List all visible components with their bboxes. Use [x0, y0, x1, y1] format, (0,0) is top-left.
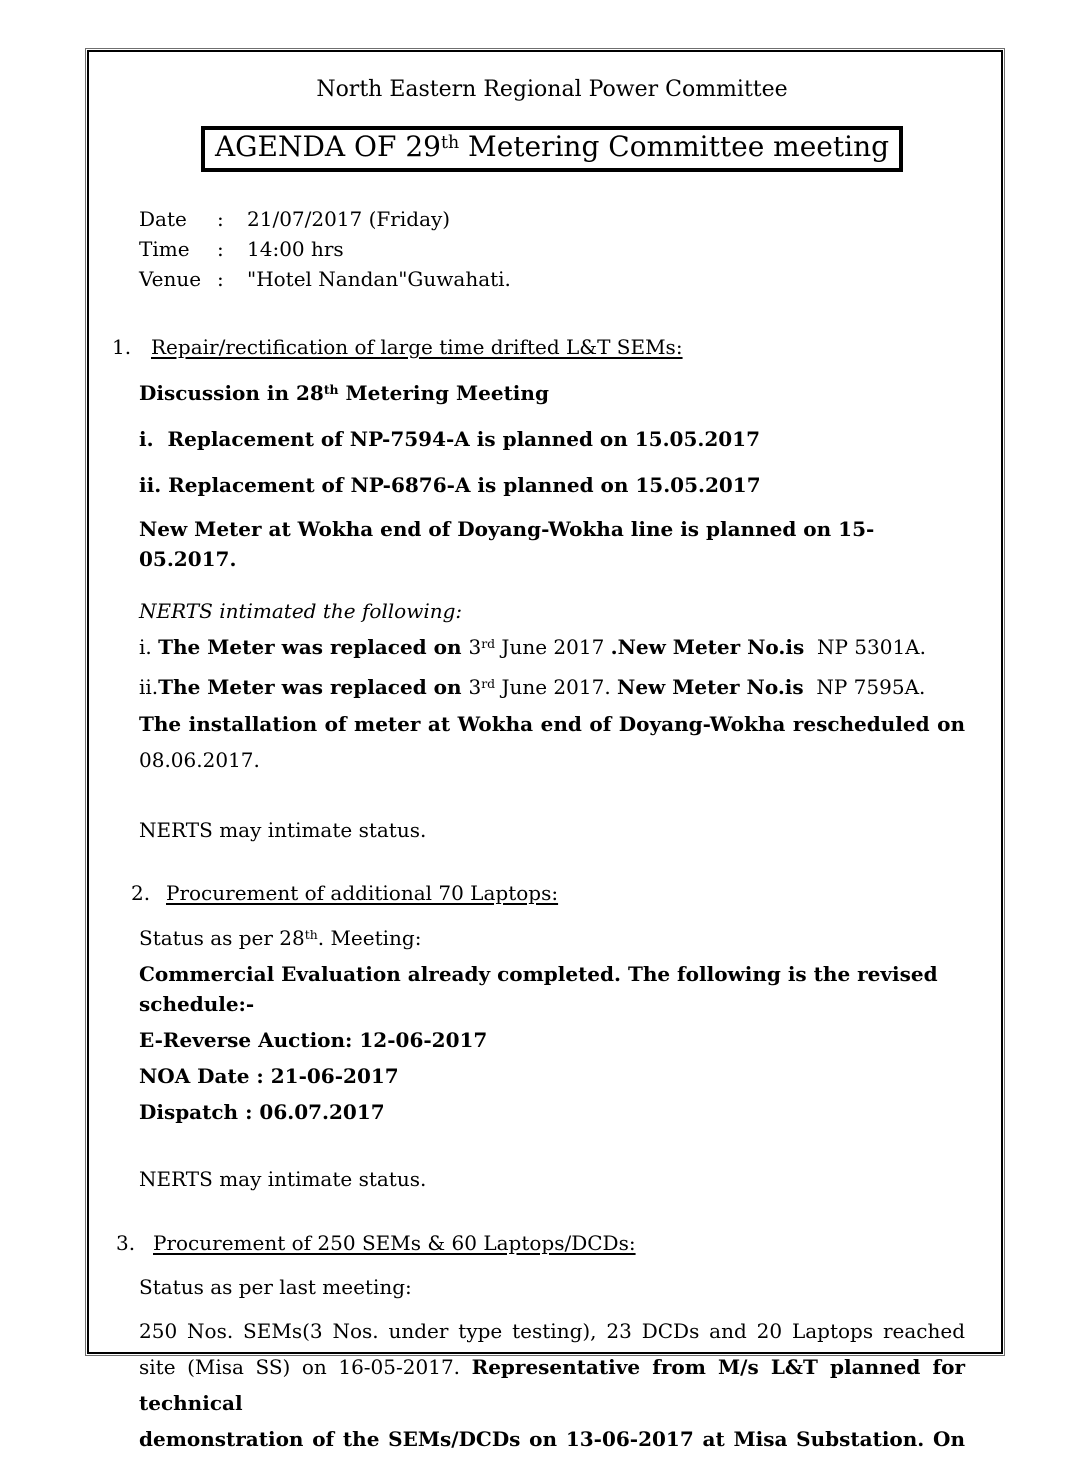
paragraph-line-2-bold: Representative from M/s L&T planned for technical [139, 1355, 965, 1415]
paragraph-line-2 [139, 1349, 965, 1421]
time-label: Time [139, 237, 190, 261]
date-colon: : [217, 207, 224, 231]
status-as-per-superscript: th [304, 927, 318, 943]
dispatch-line: Dispatch : 06.07.2017 [139, 1100, 385, 1124]
agenda-title-superscript: th [440, 133, 460, 154]
reply-ii-bold-2: New Meter No.is [617, 675, 804, 699]
document-page [87, 50, 1003, 1451]
commercial-evaluation-line: Commercial Evaluation already completed. The following is the revised schedule:- [139, 962, 938, 1016]
meeting-meta [139, 204, 965, 294]
agenda-title-box [201, 126, 903, 172]
section-1-new-meter-line: New Meter at Wokha end of Doyang-Wokha line is planned on 15-05.2017. [139, 517, 875, 571]
status-as-per-text: Status as per 28 [139, 926, 305, 950]
paragraph-line-2-normal: site (Misa SS) on 16-05-2017. [139, 1355, 472, 1379]
paragraph-line-3: demonstration of the SEMs/DCDs on 13-06-2017 at Misa Substation. On [139, 1427, 965, 1451]
reply-i-date-text: June 2017 [495, 635, 611, 659]
reply-ii-date-text: June 2017. [495, 675, 618, 699]
agenda-title-text: AGENDA OF 29 [214, 130, 441, 163]
reply-ii-superscript: rd [481, 676, 496, 692]
section-2-heading [131, 880, 965, 906]
reply-i-meter-number: NP 5301A. [804, 635, 926, 659]
meta-row-time [139, 234, 965, 264]
reply-i-bold-1: The Meter was replaced on [158, 635, 469, 659]
section-1-item-ii: ii. Replacement of NP-6876-A is planned on 15.05.2017 [139, 473, 761, 497]
reply-i-bold-2: .New Meter No.is [610, 635, 805, 659]
discussion-superscript: th [323, 382, 339, 398]
section-3-number: 3. [116, 1231, 136, 1255]
section-3-heading [116, 1230, 965, 1256]
noa-date-line: NOA Date : 21-06-2017 [139, 1064, 399, 1088]
section-2-status-line: NERTS may intimate status. [139, 1167, 427, 1191]
venue-colon: : [217, 267, 224, 291]
agenda-title-text-tail: Metering Committee meeting [459, 130, 890, 163]
agenda-title-wrap [139, 126, 965, 172]
section-2-number: 2. [131, 881, 151, 905]
organization-title: North Eastern Regional Power Committee [316, 77, 788, 102]
section-1-number: 1. [112, 335, 132, 359]
reply-i-superscript: rd [481, 636, 496, 652]
e-reverse-auction-line: E-Reverse Auction: 12-06-2017 [139, 1028, 488, 1052]
section-2-title: Procurement of additional 70 Laptops: [166, 881, 559, 905]
section-2-status-as-per-line [139, 923, 965, 953]
section-1-status-line: NERTS may intimate status. [139, 818, 427, 842]
section-1-title: Repair/rectification of large time drifted L&T SEMs: [151, 335, 683, 359]
paragraph-line-1: 250 Nos. SEMs(3 Nos. under type testing), 23 DCDs and 20 Laptops reached [139, 1319, 965, 1343]
section-3-paragraph [139, 1313, 965, 1457]
installation-reschedule-line: The installation of meter at Wokha end of Doyang-Wokha rescheduled on [139, 712, 965, 736]
nerts-reply-i [139, 629, 965, 666]
reply-ii-meter-number: NP 7595A. [803, 675, 926, 699]
section-1-discussion-line [139, 378, 965, 408]
meta-row-venue [139, 264, 965, 294]
reply-i-day: 3 [468, 635, 482, 659]
reply-ii-bold-1: The Meter was replaced on [158, 675, 469, 699]
meta-row-date [139, 204, 965, 234]
venue-value: "Hotel Nandan"Guwahati. [247, 267, 511, 291]
discussion-text-tail: Metering Meeting [338, 381, 549, 405]
section-1-heading [112, 334, 965, 360]
section-3-title: Procurement of 250 SEMs & 60 Laptops/DCDs: [153, 1231, 636, 1255]
reply-i-marker: i. [139, 635, 159, 659]
date-label: Date [139, 207, 187, 231]
section-3-status-line: Status as per last meeting: [139, 1275, 412, 1299]
nerts-intimated-line: NERTS intimated the following: [139, 599, 463, 623]
installation-reschedule-date: 08.06.2017. [139, 748, 260, 772]
nerts-reply-ii [139, 669, 965, 706]
reply-ii-day: 3 [468, 675, 482, 699]
discussion-text: Discussion in 28 [139, 381, 324, 405]
section-1-item-i: i. Replacement of NP-7594-A is planned on 15.05.2017 [139, 427, 760, 451]
reply-ii-marker: ii. [139, 675, 159, 699]
status-as-per-tail: . Meeting: [317, 926, 422, 950]
time-colon: : [217, 237, 224, 261]
venue-label: Venue [139, 267, 202, 291]
date-value: 21/07/2017 (Friday) [247, 207, 451, 231]
time-value: 14:00 hrs [247, 237, 344, 261]
